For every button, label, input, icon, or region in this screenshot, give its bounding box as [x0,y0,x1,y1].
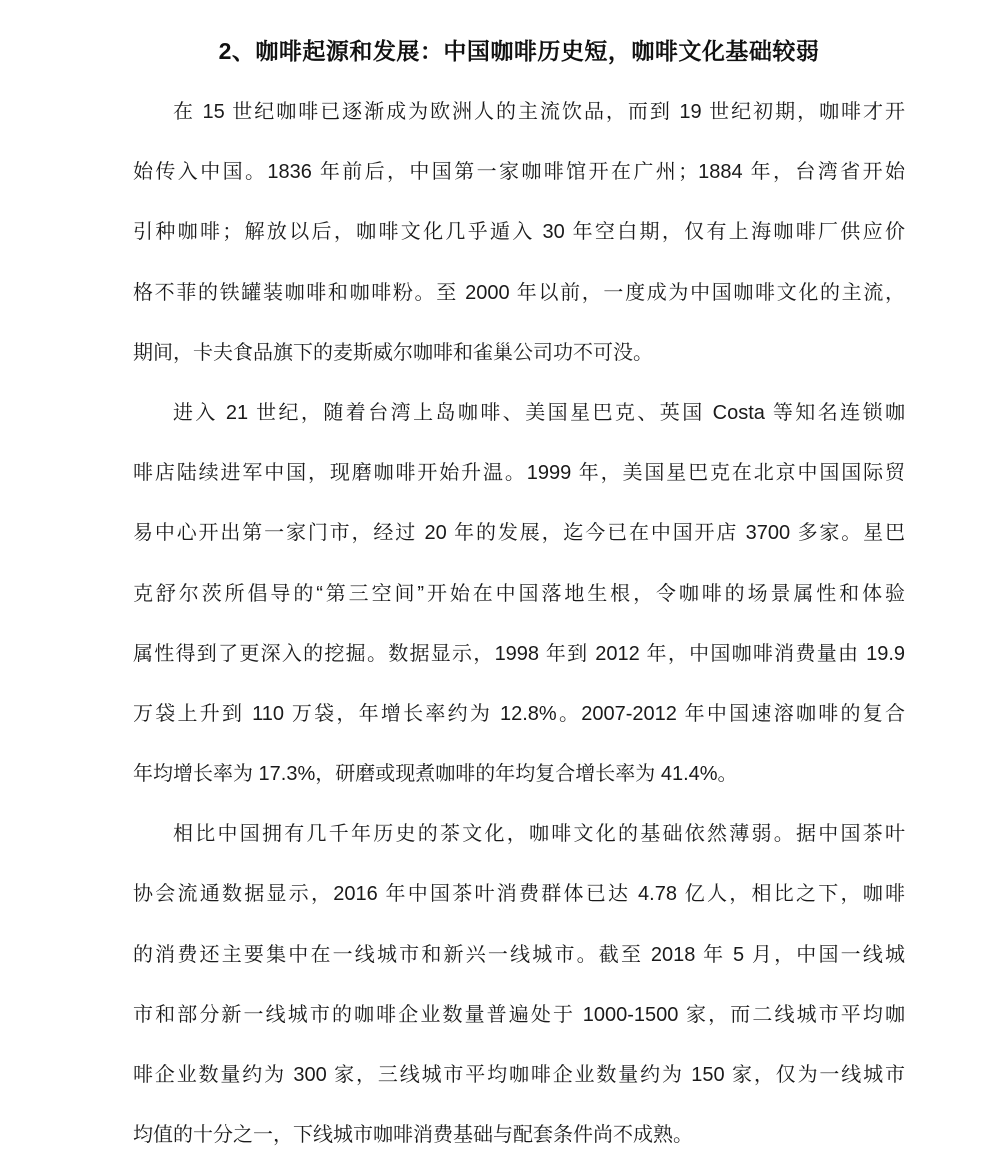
document-body [133,82,905,1165]
text-line: 始传入中国。1836 年前后，中国第一家咖啡馆开在广州；1884 年，台湾省开始 [133,161,905,184]
text-line: 市和部分新一线城市的咖啡企业数量普遍处于 1000-1500 家，而二线城市平均咖 [133,1003,905,1026]
text-line: 易中心开出第一家门市，经过 20 年的发展，迄今已在中国开店 3700 多家。星巴 [133,522,905,545]
text-line: 属性得到了更深入的挖掘。数据显示，1998 年到 2012 年，中国咖啡消费量由 19.9 [133,642,905,665]
text-line: 的消费还主要集中在一线城市和新兴一线城市。截至 2018 年 5 月，中国一线城 [133,943,905,966]
text-line: 引种咖啡；解放以后，咖啡文化几乎遁入 30 年空白期，仅有上海咖啡厂供应价 [133,221,905,244]
text-line: 格不菲的铁罐装咖啡和咖啡粉。至 2000 年以前，一度成为中国咖啡文化的主流， [133,281,905,304]
text-line: 万袋上升到 110 万袋，年增长率约为 12.8%。2007-2012 年中国速溶咖啡的复合 [133,702,905,725]
text-line: 年均增长率为 17.3%，研磨或现煮咖啡的年均复合增长率为 41.4%。 [133,763,738,786]
text-line: 协会流通数据显示，2016 年中国茶叶消费群体已达 4.78 亿人，相比之下，咖啡 [133,883,905,906]
paragraph-weak-coffee-culture [133,804,905,1165]
paragraph-21st-century-growth [133,383,905,804]
text-line: 均值的十分之一，下线城市咖啡消费基础与配套条件尚不成熟。 [133,1124,693,1147]
text-line: 啡店陆续进军中国，现磨咖啡开始升温。1999 年，美国星巴克在北京中国国际贸 [133,462,905,485]
text-line: 在 15 世纪咖啡已逐渐成为欧洲人的主流饮品，而到 19 世纪初期，咖啡才开 [173,101,905,123]
section-heading: 2、咖啡起源和发展：中国咖啡历史短，咖啡文化基础较弱 [218,38,820,64]
text-line: 期间，卡夫食品旗下的麦斯威尔咖啡和雀巢公司功不可没。 [133,341,653,364]
text-line: 克舒尔茨所倡导的“第三空间”开始在中国落地生根，令咖啡的场景属性和体验 [133,582,905,605]
text-line: 相比中国拥有几千年历史的茶文化，咖啡文化的基础依然薄弱。据中国茶叶 [173,823,905,846]
text-line: 啡企业数量约为 300 家，三线城市平均咖啡企业数量约为 150 家，仅为一线城市 [133,1064,905,1086]
text-line: 进入 21 世纪，随着台湾上岛咖啡、美国星巴克、英国 Costa 等知名连锁咖 [173,401,905,424]
paragraph-coffee-intro-to-china [133,82,905,383]
